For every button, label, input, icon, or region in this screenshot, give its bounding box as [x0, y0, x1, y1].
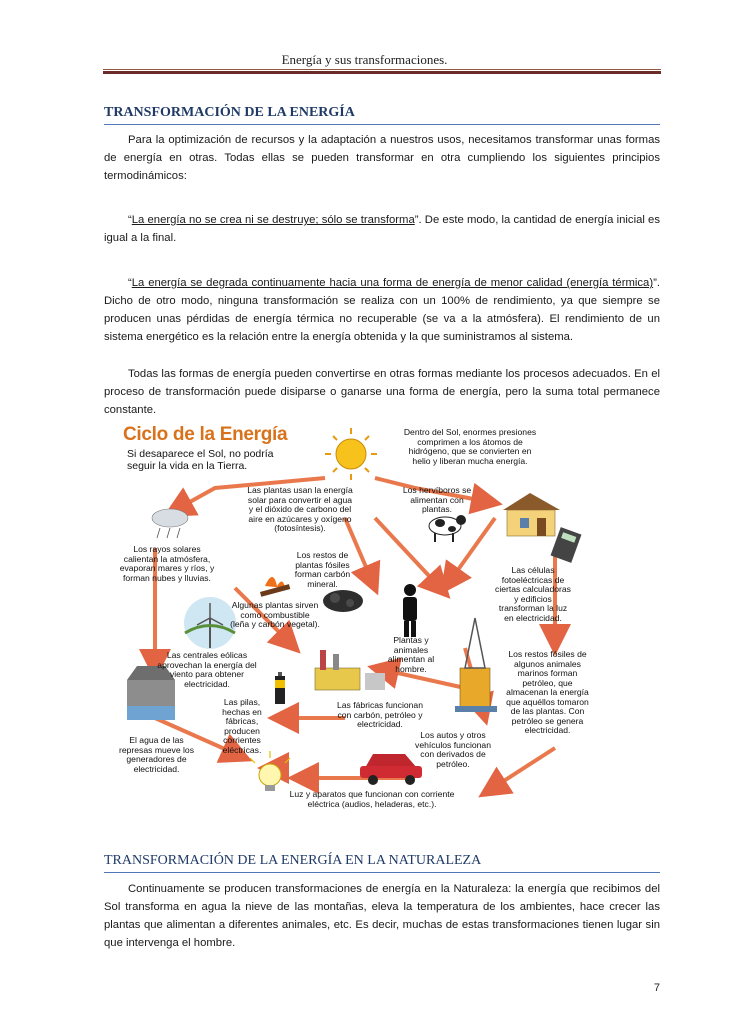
label-plantas-solar: Las plantas usan la energía solar para convertir el agua y el dióxido de carbono del aire en azúcares y oxígeno (fotosíntesis).	[247, 485, 353, 533]
label-restos-fosiles: Los restos fósiles de algunos animales marinos forman petróleo, que almacenan la energía que aquéllos tomaron de las plantas. Con petróleo se genera electricidad.	[506, 649, 589, 735]
label-agua: El agua de las represas mueve los generadores de electricidad.	[119, 735, 194, 774]
cloud-rain-icon	[152, 509, 188, 538]
energy-cycle-diagram	[115, 418, 595, 818]
label-animales: Plantas y animales alimentan al hombre.	[387, 635, 435, 674]
person-icon	[403, 584, 417, 637]
running-header: Energía y sus transformaciones.	[281, 52, 448, 67]
label-restos-plantas: Los restos de plantas fósiles forman carbón mineral.	[294, 550, 351, 589]
coal-icon	[323, 590, 363, 612]
paragraph-naturaleza: Continuamente se producen transformaciones de energía en la Naturaleza: la energía que recibimos del Sol transforma en agua la nieve de las montañas, eleva la temperatura de los ambientes, hace crecer las plantas que alimentan a diferentes animales, etc. Es decir, muchas de estas transformaciones tienen lugar sin que intervenga el hombre.	[104, 883, 660, 949]
header-rule-thin	[103, 69, 661, 70]
page-number: 7	[653, 982, 660, 994]
section-title-transformacion: TRANSFORMACIÓN DE LA ENERGÍA	[104, 105, 660, 125]
diagram-subtitle: Si desaparece el Sol, no podría seguir la vida en la Tierra.	[127, 448, 274, 472]
oil-rig-icon	[455, 618, 497, 712]
principle-2-rest: ”. Dicho de otro modo, ninguna transformación se realiza con un 100% de rendimiento, ya que siempre se producen unas pérdidas de energía térmica no recuperable (se va a la atmósfera). El rendimiento de un sistema energético es la relación entre la energía obtenida y la que suministramos al sistema.	[104, 277, 660, 343]
section-title-naturaleza: TRANSFORMACIÓN DE LA ENERGÍA EN LA NATURALEZA	[104, 853, 660, 873]
wind-turbine-icon	[184, 597, 236, 649]
quote-open: “	[128, 277, 132, 289]
house-icon	[503, 493, 560, 536]
label-fabricas: Las fábricas funcionan con carbón, petróleo y electricidad.	[337, 700, 423, 729]
header-rule-thick	[103, 71, 661, 74]
paragraph-principle-2	[104, 274, 660, 346]
principle-1-rest: ”. De este modo, la cantidad de energía inicial es igual a la final.	[104, 214, 660, 244]
label-celulas: Las células fotoeléctricas de ciertas calculadoras y edificios transforman la luz en electricidad.	[495, 565, 571, 623]
quote-open: “	[128, 214, 132, 226]
sun-icon	[325, 428, 377, 480]
cow-icon	[429, 515, 466, 542]
label-autos: Los autos y otros vehículos funcionan con derivados de petróleo.	[415, 730, 491, 769]
label-eolicas: Las centrales eólicas aprovechan la energía del viento para obtener electricidad.	[157, 650, 257, 689]
principle-2-quote: La energía se degrada continuamente hacia una forma de energía de menor calidad (energía térmica)	[131, 277, 654, 289]
label-rayos-solares: Los rayos solares calientan la atmósfera, evaporan mares y ríos, y forman nubes y lluvias.	[119, 544, 215, 583]
diagram-title: Ciclo de la Energía	[123, 424, 288, 445]
paragraph-intro: Para la optimización de recursos y la adaptación a nuestros usos, necesitamos transformar unas formas de energía en otras. Todas ellas se pueden transformar en otra cumpliendo los siguientes principios termodinámicos:	[104, 134, 660, 182]
battery-icon	[275, 672, 285, 704]
light-bulb-icon	[250, 751, 290, 791]
principle-1-quote: La energía no se crea ni se destruye; sólo se transforma	[131, 214, 415, 226]
factory-icon	[315, 650, 385, 690]
label-luz: Luz y aparatos que funcionan con corriente eléctrica (audios, heladeras, etc.).	[289, 789, 455, 809]
paragraph-conversion: Todas las formas de energía pueden convertirse en otras formas mediante los procesos adecuados. En el proceso de transformación puede disiparse o ganarse una forma de energía, pero la suma total permanece constante.	[104, 368, 660, 416]
label-herviboros: Los hervíboros se alimentan con plantas.	[402, 485, 472, 514]
label-combustible: Algunas plantas sirven como combustible (leña y carbón vegetal).	[230, 600, 320, 629]
label-pilas: Las pilas, hechas en fábricas, producen corrientes eléctricas.	[222, 697, 262, 755]
paragraph-principle-1	[104, 211, 660, 247]
campfire-icon	[260, 577, 290, 597]
label-sol-interior: Dentro del Sol, enormes presiones comprimen a los átomos de hidrógeno, que se convierten en helio y liberan mucha energía.	[403, 427, 537, 466]
